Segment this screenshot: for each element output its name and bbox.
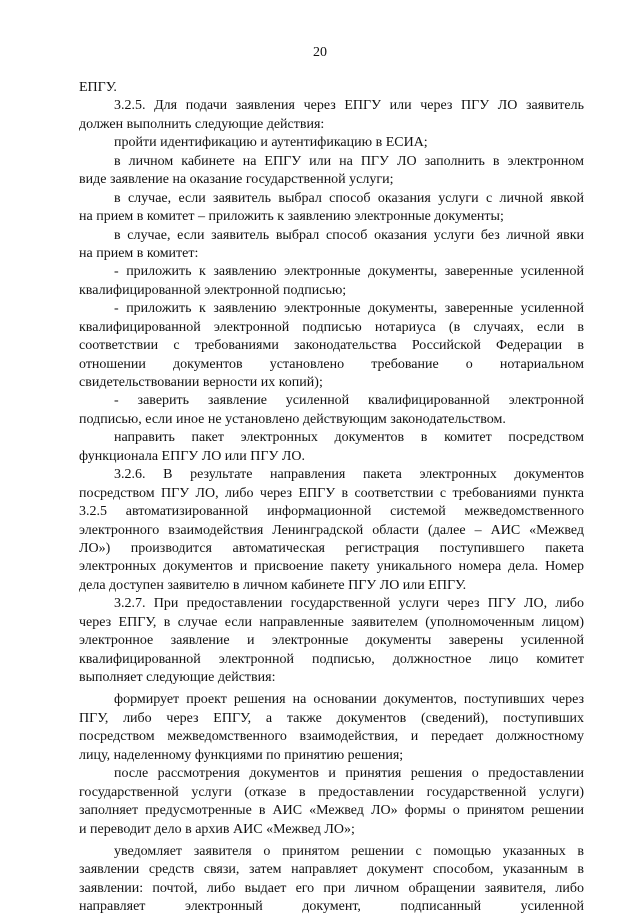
text-line: функционала ЕПГУ ЛО или ПГУ ЛО. (79, 448, 305, 464)
text-line: на прием в комитет – приложить к заявлению электронные документы; (79, 209, 504, 225)
text-line: выполняет следующие действия: (79, 670, 276, 685)
text-line: посредством межведомственного взаимодействия, и передает должностному (79, 729, 584, 745)
text-line: соответствии с требованиями законодательства Российской Федерации в (79, 338, 584, 354)
text-line: 3.2.5. Для подачи заявления через ЕПГУ или через ПГУ ЛО заявитель (114, 98, 584, 114)
text-line: виде заявление на оказание государственной услуги; (79, 172, 394, 188)
text-line: электронное заявление и электронные документы заверены усиленной (79, 633, 584, 649)
text-line: квалифицированной электронной подписью, должностное лицо комитет (79, 651, 584, 667)
text-line: формирует проект решения на основании документов, поступивших через (114, 692, 584, 708)
text-line: пройти идентификацию и аутентификацию в ЕСИА; (114, 135, 428, 151)
text-line: свидетельствовании верности их копий); (79, 375, 323, 390)
text-line: после рассмотрения документов и принятия решения о предоставлении (114, 766, 584, 782)
text-line: - приложить к заявлению электронные документы, заверенные усиленной (114, 301, 584, 317)
text-line: 3.2.7. При предоставлении государственной услуги через ПГУ ЛО, либо (114, 596, 584, 612)
document-body (79, 79, 584, 917)
text-line: должен выполнить следующие действия: (79, 116, 325, 132)
text-line: - приложить к заявлению электронные документы, заверенные усиленной (114, 264, 584, 280)
text-line: заявлении средств связи, затем направляет документ способом, указанным в (79, 862, 584, 878)
text-line: ПГУ, либо через ЕПГУ, а также документов (сведений), поступивших (79, 710, 584, 726)
text-line: электронного взаимодействия Ленинградской области (далее – АИС «Межвед (79, 522, 584, 538)
text-line: заявлении: почтой, либо выдает его при личном обращении заявителя, либо (79, 880, 584, 896)
text-line: государственной услуги (отказе в предоставлении государственной услуги) (79, 784, 584, 800)
text-line: уведомляет заявителя о принятом решении с помощью указанных в (114, 843, 584, 859)
text-line: ЕПГУ. (79, 80, 117, 95)
text-line: направить пакет электронных документов в комитет посредством (114, 430, 584, 446)
text-line: электронных документов и присвоение пакету уникального номера дела. Номер (79, 559, 584, 575)
text-line: ЛО») производится автоматическая регистрация поступившего пакета (79, 540, 584, 556)
text-line: дела доступен заявителю в личном кабинете ПГУ ЛО или ЕПГУ. (79, 577, 467, 593)
text-line: 3.2.5 автоматизированной информационной системой межведомственного (79, 504, 584, 520)
text-line: через ЕПГУ, в случае если направленные заявителем (уполномоченным лицом) (79, 614, 584, 630)
text-line: посредством ПГУ ЛО, либо через ЕПГУ в соответствии с требованиями пункта (79, 485, 584, 501)
text-line: квалифицированной электронной подписью нотариуса (в случаях, если в (79, 319, 584, 335)
text-line: - заверить заявление усиленной квалифицированной электронной (114, 393, 584, 409)
text-line: и переводит дело в архив АИС «Межвед ЛО»; (79, 821, 355, 837)
text-line: в случае, если заявитель выбрал способ оказания услуги с личной явкой (114, 190, 584, 206)
text-line: отношении документов установлено требование о нотариальном (79, 356, 584, 372)
text-line: лицу, наделенному функциями по принятию решения; (79, 747, 404, 763)
text-line: квалифицированной электронной подписью; (79, 282, 347, 298)
text-line: на прием в комитет: (79, 245, 199, 261)
text-line: 3.2.6. В результате направления пакета электронных документов (114, 467, 584, 483)
text-line: в случае, если заявитель выбрал способ оказания услуги без личной явки (114, 227, 584, 243)
text-line: заполняет предусмотренные в АИС «Межвед ЛО» формы о принятом решении (79, 803, 584, 819)
page-number: 20 (313, 45, 327, 60)
text-line: направляет электронный документ, подписанный усиленной (79, 899, 584, 915)
text-line: в личном кабинете на ЕПГУ или на ПГУ ЛО заполнить в электронном (114, 153, 584, 169)
text-line: подписью, если иное не установлено действующим законодательством. (79, 411, 506, 427)
